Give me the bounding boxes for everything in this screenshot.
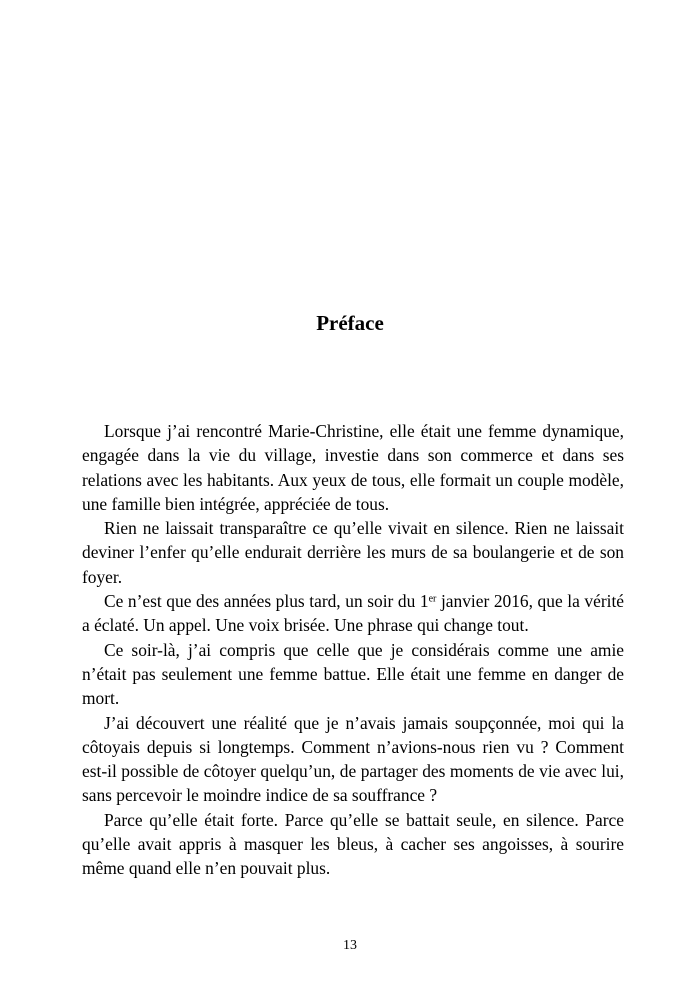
paragraph-1: Lorsque j’ai rencontré Marie-Christine, elle était une femme dynamique, engagée dans la vie du village, investie dans son commerce et dans ses relations avec les habitants. Aux yeux de tous, elle formait un couple modèle, une famille bien intégrée, appréciée de tous. xyxy=(82,421,624,514)
paragraph-6: Parce qu’elle était forte. Parce qu’elle se battait seule, en silence. Parce qu’elle avait appris à masquer les bleus, à cacher ses angoisses, à sourire même quand elle n’en pouvait plus. xyxy=(82,809,624,879)
page-title: Préface xyxy=(316,311,384,335)
page-number: 13 xyxy=(343,938,357,953)
paragraph-2: Rien ne laissait transparaître ce qu’elle vivait en silence. Rien ne laissait deviner l’enfer qu’elle endurait derrière les murs de sa boulangerie et de son foyer. xyxy=(82,518,624,587)
paragraph-4: Ce soir-là, j’ai compris que celle que je considérais comme une amie n’était pas seulement une femme battue. Elle était une femme en danger de mort. xyxy=(82,639,624,709)
paragraph-3-start: Ce n’est que des années plus tard, un soir du 1 xyxy=(104,591,429,612)
paragraph-3-end: janvier 2016, que la vérité a éclaté. Un appel. Une voix brisée. Une phrase qui change tout. xyxy=(82,591,624,636)
paragraph-3 xyxy=(82,589,624,638)
ordinal-superscript: er xyxy=(428,593,437,605)
paragraph-5: J’ai découvert une réalité que je n’avais jamais soupçonnée, moi qui la côtoyais depuis si longtemps. Comment n’avions-nous rien vu ? Comment est-il possible de côtoyer quelqu’un, de partager des moments de vie avec lui, sans percevoir le moindre indice de sa souffrance ? xyxy=(82,712,624,806)
preface-body xyxy=(82,419,624,881)
